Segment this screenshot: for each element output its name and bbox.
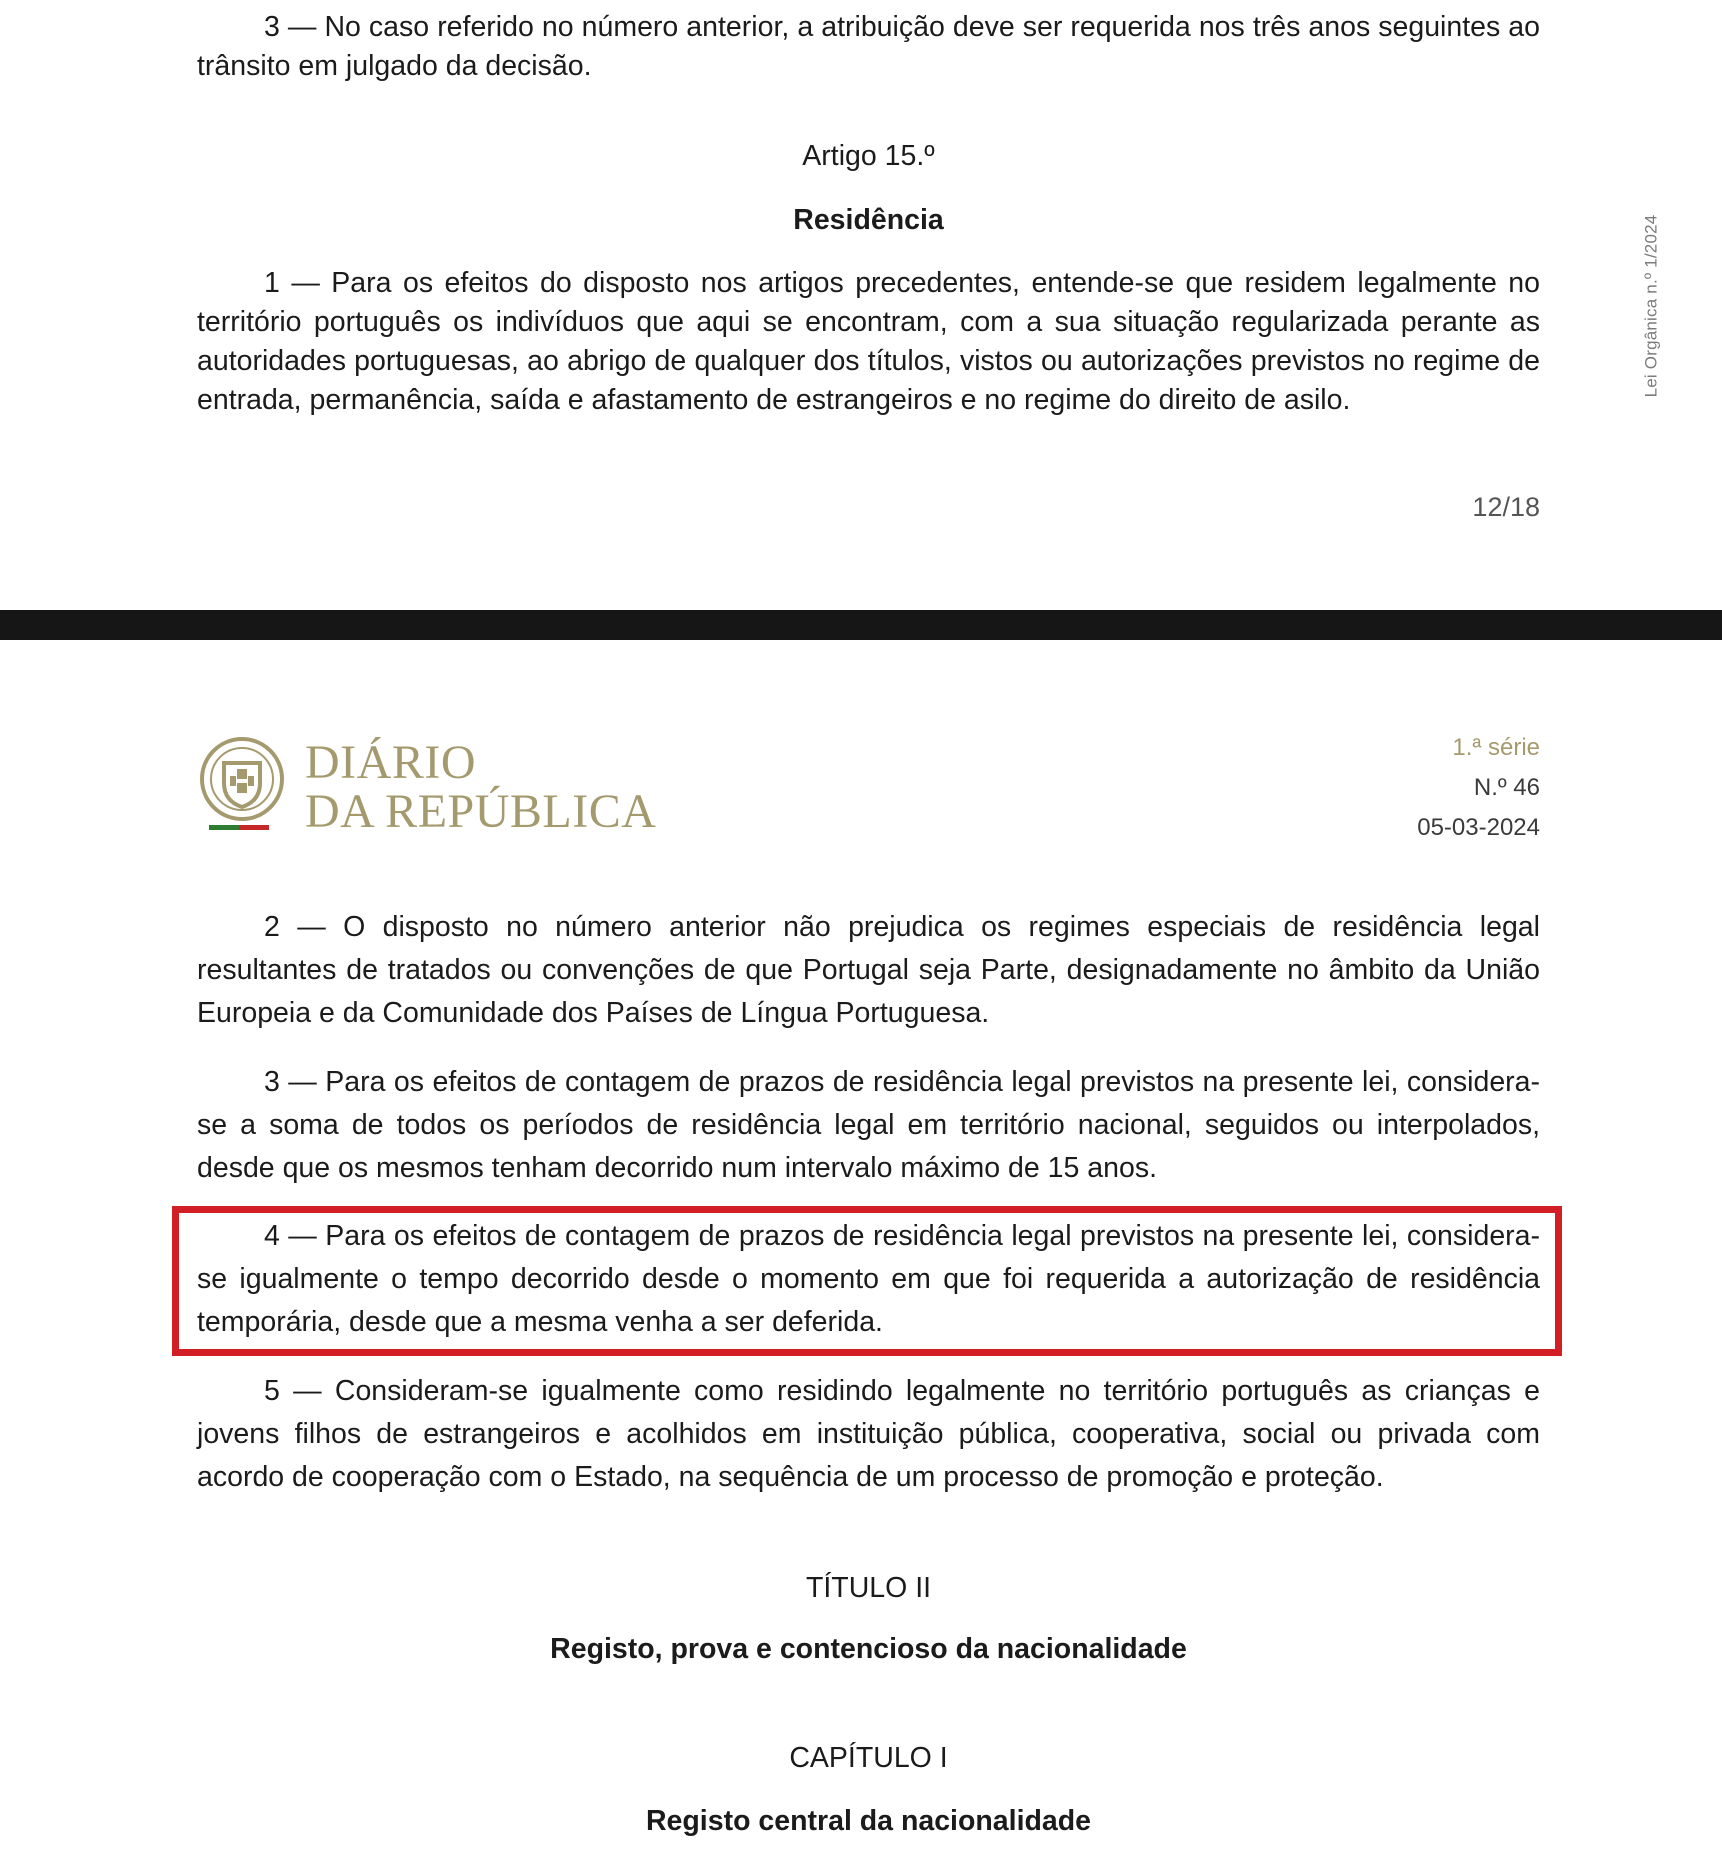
law-reference-label: Lei Orgânica n.º 1/2024 [1641,214,1661,398]
logo-line-1: DIÁRIO [305,736,476,789]
paragraph-3-previous-article: 3 — No caso referido no número anterior, a atribuição deve ser requerida nos três anos seguintes ao trânsito em julgado da decisão. [197,11,1540,82]
paragraph-4-highlighted: 4 — Para os efeitos de contagem de prazos de residência legal previstos na presente lei, considera-se igualmente o tempo decorrido desde o momento em que foi requerida a autorização de residência temporária, desde que a mesma venha a ser deferida. [197,1220,1540,1338]
paragraph-3: 3 — Para os efeitos de contagem de prazos de residência legal previstos na presente lei, considera-se a soma de todos os períodos de residência legal em território nacional, seguidos ou interpolados, desde que os mesmos tenham decorrido num intervalo máximo de 15 anos. [197,1066,1540,1184]
logo-line-2: DA REPÚBLICA [305,785,657,838]
title-heading: TÍTULO II [805,1572,932,1604]
page-divider [0,610,1722,640]
paragraph-5: 5 — Consideram-se igualmente como residindo legalmente no território português as crianças e jovens filhos de estrangeiros e acolhidos em instituição pública, cooperativa, social ou privada com acordo de cooperação com o Estado, na sequência de um processo de promoção e proteção. [197,1375,1540,1493]
republic-emblem-icon [197,735,287,835]
title-name: Registo, prova e contencioso da nacionalidade [550,1633,1187,1665]
document-page-bottom [0,640,1722,1858]
paragraph-2: 2 — O disposto no número anterior não prejudica os regimes especiais de residência legal resultantes de tratados ou convenções de que Portugal seja Parte, designadamente no âmbito da União Europeia e da Comunidade dos Países de Língua Portuguesa. [197,911,1540,1029]
diario-da-republica-logo [305,738,656,836]
article-heading: Artigo 15.º [802,140,935,172]
side-margin-note [1636,196,1666,416]
page-number: 12/18 [1472,492,1540,522]
issue-date: 05-03-2024 [1417,814,1540,841]
serie-label: 1.ª série [1452,734,1540,761]
chapter-heading: CAPÍTULO I [789,1742,948,1774]
issue-number: N.º 46 [1473,774,1540,801]
article-title: Residência [793,204,944,236]
chapter-name: Registo central da nacionalidade [645,1805,1092,1837]
paragraph-1-residencia: 1 — Para os efeitos do disposto nos artigos precedentes, entende-se que residem legalmente no território português os indivíduos que aqui se encontram, com a sua situação regularizada perante as autoridades portuguesas, ao abrigo de qualquer dos títulos, vistos ou autorizações previstos no regime de entrada, permanência, saída e afastamento de estrangeiros e no regime do direito de asilo. [197,267,1540,416]
document-page-top [0,0,1722,610]
